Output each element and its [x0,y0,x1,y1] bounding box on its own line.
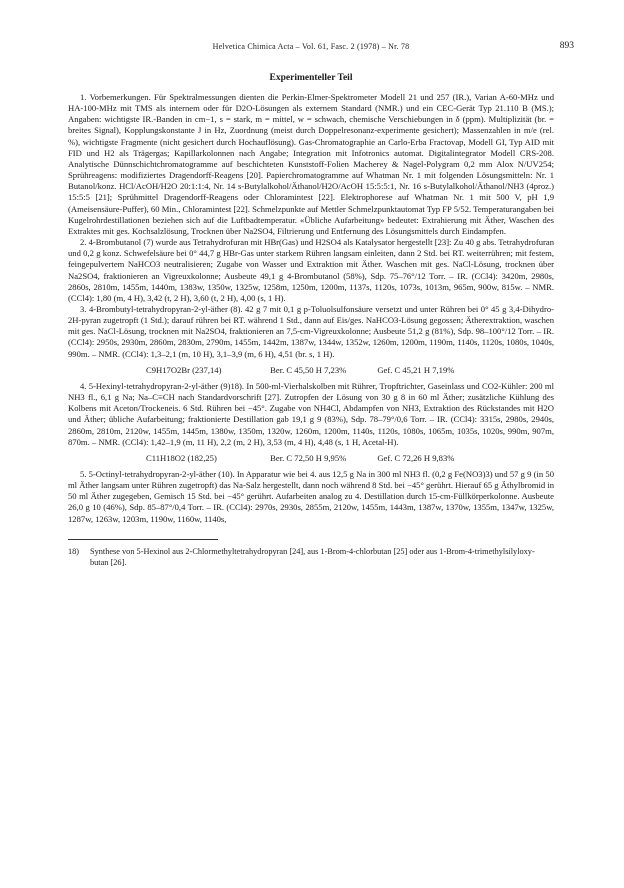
paragraph-brombutanol: 2. 4-Brombutanol (7) wurde aus Tetrahydrofuran mit HBr(Gas) und H2SO4 als Katalysator hergestellt [23]: Zu 40 g abs. Tetrahydrofuran und 0,2 g konz. Schwefelsäure bei 0° 44,7 g HBr-Gas unter starkem Rühren langsam einleiten, dann 2 Std. bei RT. weiterrühren; mit festem, feingepulvertem NaHCO3 neutralisieren; Zugabe von Wasser und Extraktion mit Äther. Waschen mit ges. NaCl-Lösung, trocknen über Na2SO4, fraktionieren an Vigreuxkolonne; Ausbeute 49,1 g 4-Brombutanol (58%), Sdp. 75–76°/12 Torr. – IR. (CCl4): 3420m, 2980s, 2860s, 2810m, 1455m, 1440m, 1383w, 1350w, 1325w, 1258m, 1250m, 1200m, 1137s, 1120s, 1073s, 1013m, 965m, 900w, 815w. – NMR. (CCl4): 1,80 (m, 4 H), 3,42 (t, 2 H), 3,60 (t, 2 H), 4,00 (s, 1 H). [68,237,554,303]
analysis-formula: C9H17O2Br (237,14) [146,364,222,375]
analysis-found: Gef. C 72,26 H 9,83% [377,452,455,463]
elemental-analysis-2 [68,453,554,464]
running-head [68,41,574,55]
section-title: Experimenteller Teil [269,73,353,83]
journal-page [68,41,574,568]
analysis-calculated: Ber. C 45,50 H 7,23% [270,364,347,375]
paragraph-vorbemerkungen: 1. Vorbemerkungen. Für Spektralmessungen dienten die Perkin-Elmer-Spektrometer Modell 21 und 257 (IR.), Varian A-60-MHz und HA-100-MHz mit TMS als internem oder für D2O-Lösungen als externem Standard (NMR.) und ein CEC-Gerät Typ 21.110 B (MS.); Angaben: wichtigste IR.-Banden in cm−1, s = stark, m = mittel, w = schwach, chemische Verschiebungen in δ (ppm). Multiplizität (br. = breites Signal), Kopplungskonstante J in Hz, Zuordnung (meist durch Doppelresonanz-experimente gesichert); Massenzahlen in m/e (rel. %), wichtigste Fragmente (nicht gesichert durch Hochauflösung). Gas-Chromatographie an Carlo-Erba Fractovap, Modell GI, Typ AID mit FID und H2 als Trägergas; Kapillarkolonnen nach Angabe; Integration mit Infotronics automat. Digitalintegrator Modell CRS-208. Analytische Dünnschichtchromatogramme auf beschichteten Kunststoff-Folien Macherey & Nagel-Polygram 0,2 mm Alox N/UV254; Sprühreagens: modifiziertes Dragendorff-Reagens [20]. Papierchromatogramme auf Whatman Nr. 1 mit folgenden Lösungsmitteln: Nr. 1 Butanol/konz. HCl/AcOH/H2O 20:1:1:4, Nr. 14 s-Butylalkohol/Äthanol/H2O/AcOH 15:5:5:1, Nr. 16 s-Butylalkohol/Äthanol/NH3 (4proz.) 15:5:5 [21]; Sprühmittel Dragendorff-Reagens oder Chloramintest [22]. Elektrophorese auf Whatman Nr. 1 mit 500 V, pH 1,9 (Ameisensäure-Puffer), 60 Min., Chloramintest [22]. Schmelzpunkte auf Mettler Schmelzpunktautomat Typ FP 5/52. Temperaturangaben bei Kugelrohrdestillationen beziehen sich auf die Luftbadtemperatur. «Übliche Aufarbeitung» bedeutet: Extrahierung mit Äther, Waschen des Extraktes mit ges. Kochsalzlösung, Trocknen über Na2SO4, Filtrierung und Entfernung des Lösungsmittels durch Eindampfen. [68,92,554,236]
paragraph-brombutyl-ether: 3. 4-Brombutyl-tetrahydropyran-2-yl-äther (8). 42 g 7 mit 0,1 g p-Toluolsulfonsäure versetzt und unter Rühren bei 0° 45 g 3,4-Dihydro-2H-pyran zugetropft (1 Std.); darauf rühren bei RT. während 1 Std., dann auf Eis/ges. NaHCO3-Lösung gegossen; Ätherextraktion, waschen mit ges. NaCl-Lösung, trocknen mit Na2SO4, fraktionieren an 7,5-cm-Vigreuxkolonne; Ausbeute 51,2 g (81%), Sdp. 98–100°/12 Torr. – IR. (CCl4): 2950s, 2930m, 2860m, 2830m, 2790m, 1455m, 1442m, 1387w, 1344w, 1352w, 1260m, 1200m, 1190m, 1140s, 1120s, 1080s, 1040s, 990m. – NMR. (CCl4): 1,3–2,1 (m, 10 H), 3,1–3,9 (m, 6 H), 4,51 (br. s, 1 H). [68,303,554,359]
paragraph-octinyl-ether: 5. 5-Octinyl-tetrahydropyran-2-yl-äther (10). In Apparatur wie bei 4. aus 12,5 g Na in 300 ml NH3 fl. (0,2 g Fe(NO3)3) und 57 g 9 (in 50 ml Äther langsam unter Rühren zugetropft) das Na-Salz hergestellt, dann noch während 8 Std. bei −45° gerührt. Hierauf 65 g Äthylbromid in 50 ml Äther zugegeben, Gemisch 15 Std. bei −45° gerührt. Aufarbeiten analog zu 4. Destillation durch 15-cm-Füllkörperkolonne. Ausbeute 26,0 g 10 (46%), Sdp. 85–87°/0,4 Torr. – IR. (CCl4): 2970s, 2930s, 2855m, 2120w, 1455m, 1443m, 1387w, 1370w, 1355m, 1347w, 1325w, 1287w, 1263w, 1203m, 1190w, 1160w, 1140s, [68,469,554,524]
running-title: Helvetica Chimica Acta – Vol. 61, Fasc. 2 (1978) – Nr. 78 [212,42,410,51]
analysis-found: Gef. C 45,21 H 7,19% [377,364,455,375]
elemental-analysis-1 [68,365,554,376]
footnote-divider [68,539,218,540]
page-number: 893 [559,41,574,51]
footnote-mark: 18) [68,546,80,556]
analysis-formula: C11H18O2 (182,25) [146,452,217,463]
footnote-text: Synthese von 5-Hexinol aus 2-Chlormethyltetrahydropyran [24], aus 1-Brom-4-chlorbutan [25] oder aus 1-Brom-4-trimethylsilyloxy-butan [26]. [90,546,535,567]
footnote [68,546,554,568]
analysis-calculated: Ber. C 72,50 H 9,95% [270,452,347,463]
paragraph-hexinyl-ether: 4. 5-Hexinyl-tetrahydropyran-2-yl-äther (9)18). In 500-ml-Vierhalskolben mit Rührer, Tropftrichter, Gaseinlass und CO2-Kühler: 200 ml NH3 fl., 6,1 g Na; Na–C≡CH nach Standardvorschrift [27]. Zutropfen der Lösung von 30 g 8 in 60 ml Äther; zusätzliche Kühlung des Kolbens mit Aceton/Trockeneis. 6 Std. Rühren bei −45°. Zugabe von NH4Cl, Abdampfen von NH3, Extraktion des Rückstandes mit H2O und Äther; übliche Aufarbeitung; fraktionierte Destillation gab 19,1 g 9 (83%), Sdp. 78–79°/0,6 Torr. – IR. (CCl4): 3315s, 2980s, 2940s, 2860m, 2810m, 2120w, 1455m, 1445m, 1380w, 1350m, 1320w, 1260m, 1200m, 1140s, 1120s, 1080s, 1065m, 1035s, 1020s, 990m, 907m, 870m. – NMR. (CCl4): 1,42–1,9 (m, 11 H), 2,2 (m, 2 H), 3,53 (m, 4 H), 4,48 (s, 1 H, Acetal-H). [68,380,554,447]
